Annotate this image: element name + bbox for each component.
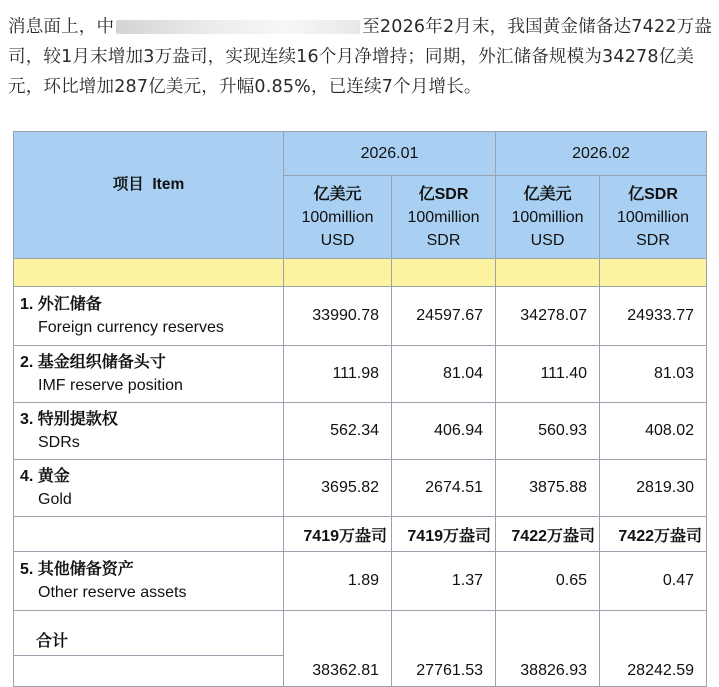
table-cell: 24597.67 <box>392 287 496 346</box>
table-cell: 406.94 <box>392 403 496 460</box>
table-cell: 0.65 <box>496 552 600 611</box>
table-cell: 0.47 <box>600 552 707 611</box>
table-cell: 34278.07 <box>496 287 600 346</box>
intro-text-start: 消息面上，中 <box>8 17 115 37</box>
table-cell: 7422万盎司 <box>600 517 707 552</box>
table-cell: 2674.51 <box>392 460 496 517</box>
table-cell: 27761.53 <box>392 656 496 687</box>
unit-header-sdr: 亿SDR 100million SDR <box>600 176 707 259</box>
table-cell: 3695.82 <box>284 460 392 517</box>
spacer-row <box>14 259 707 287</box>
table-row-total-values <box>14 656 707 687</box>
table-row-gold-ounces <box>14 517 707 552</box>
table-cell: 1.89 <box>284 552 392 611</box>
table-row <box>14 346 707 403</box>
table-row <box>14 403 707 460</box>
reserves-table <box>13 131 707 687</box>
row-label: 5. 其他储备资产 Other reserve assets <box>14 552 284 611</box>
total-label: 合计 <box>14 611 284 656</box>
row-label <box>14 517 284 552</box>
item-column-header: 项目 Item <box>14 132 284 259</box>
table-cell: 408.02 <box>600 403 707 460</box>
table-cell: 2819.30 <box>600 460 707 517</box>
unit-header-sdr: 亿SDR 100million SDR <box>392 176 496 259</box>
reserves-table-container <box>13 131 706 679</box>
intro-text-rest: 至2026年2月末，我国黄金储备达7422万盎司，较1月末增加3万盎司，实现连续16个月净增持；同期，外汇储备规模为34278亿美元，环比增加287亿美元，升幅0.85%，已连续7个月增长。 <box>8 17 713 97</box>
table-cell: 111.40 <box>496 346 600 403</box>
row-label: 2. 基金组织储备头寸 IMF reserve position <box>14 346 284 403</box>
table-cell: 7422万盎司 <box>496 517 600 552</box>
row-label: 1. 外汇储备 Foreign currency reserves <box>14 287 284 346</box>
table-cell: 562.34 <box>284 403 392 460</box>
table-cell: 7419万盎司 <box>392 517 496 552</box>
table-cell: 7419万盎司 <box>284 517 392 552</box>
row-label: 3. 特别提款权 SDRs <box>14 403 284 460</box>
table-cell: 560.93 <box>496 403 600 460</box>
table-cell: 24933.77 <box>600 287 707 346</box>
table-cell: 81.03 <box>600 346 707 403</box>
table-cell: 81.04 <box>392 346 496 403</box>
table-cell: 3875.88 <box>496 460 600 517</box>
table-cell: 111.98 <box>284 346 392 403</box>
row-label: 4. 黄金 Gold <box>14 460 284 517</box>
table-cell: 1.37 <box>392 552 496 611</box>
table-row <box>14 287 707 346</box>
month-header-feb: 2026.02 <box>496 132 707 176</box>
unit-header-usd: 亿美元 100million USD <box>284 176 392 259</box>
table-cell: 38826.93 <box>496 656 600 687</box>
intro-paragraph <box>8 12 716 102</box>
table-row-total <box>14 611 707 656</box>
table-cell: 38362.81 <box>284 656 392 687</box>
table-cell: 28242.59 <box>600 656 707 687</box>
unit-header-usd: 亿美元 100million USD <box>496 176 600 259</box>
month-header-jan: 2026.01 <box>284 132 496 176</box>
redacted-text <box>116 20 360 34</box>
table-row <box>14 552 707 611</box>
table-row <box>14 460 707 517</box>
table-cell: 33990.78 <box>284 287 392 346</box>
